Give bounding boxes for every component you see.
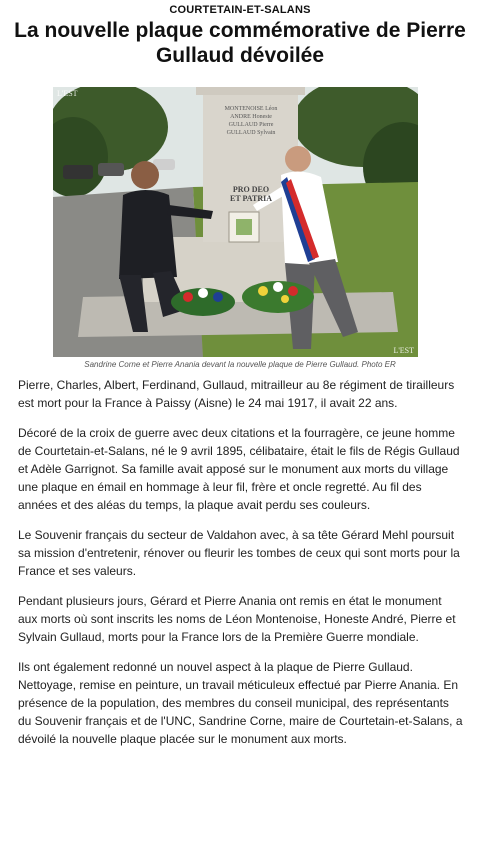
photo-watermark-top: L'EST [57,89,78,98]
monument-name: ANDRE Honeste [230,114,272,120]
article-paragraph: Décoré de la croix de guerre avec deux citations et la fourragère, ce jeune homme de Courtetain-et-Salans, né le 9 avril 1895, célibataire, était le fils de Régis Gullaud et Adèle Garrignot. Sa famille avait apposé sur le monument aux morts du village une plaque en émail en hommage à leur fil, frère et oncle regretté. Au fil des années et des aléas du temps, la plaque avait perdu ses couleurs. [18,426,460,512]
monument-motto [210,185,292,203]
article-headline: La nouvelle plaque commémorative de Pierre Gullaud dévoilée [14,19,466,67]
monument-inscription [210,105,292,137]
article-paragraph: Pierre, Charles, Albert, Ferdinand, Gullaud, mitrailleur au 8e régiment de tirailleurs est mort pour la France à Paissy (Aisne) le 24 mai 1917, il avait 22 ans. [18,378,455,410]
photo-watermark-bottom: L'EST [393,346,414,355]
article-paragraph: Ils ont également redonné un nouvel aspect à la plaque de Pierre Gullaud. Nettoyage, remise en peinture, un travail méticuleux effectué par Pierre Anania. En présence de la population, des membres du conseil municipal, des représentants du Souvenir français et de l'UNC, Sandrine Corne, maire de Courtetain-et-Salans, a dévoilé la nouvelle plaque placée sur le monument aux morts. [18,660,463,746]
article-body [18,376,464,760]
article-kicker: COURTETAIN-ET-SALANS [169,4,311,16]
monument-motto-line: ET PATRIA [229,194,272,203]
monument-name: MONTENOISE Léon [224,106,278,112]
monument-name: GULLAUD Pierre [228,122,274,128]
photo-caption: Sandrine Corne et Pierre Anania devant la nouvelle plaque de Pierre Gullaud. Photo ER [84,360,396,369]
article-photo [53,87,418,357]
article-paragraph: Pendant plusieurs jours, Gérard et Pierre Anania ont remis en état le monument aux morts où sont inscrits les noms de Léon Montenoise, Honeste André, Pierre et Sylvain Gullaud, morts pour la France lors de la Première Guerre mondiale. [18,594,456,644]
monument-name: GULLAUD Sylvain [226,130,276,136]
monument-motto-line: PRO DEO [232,185,270,194]
article-paragraph: Le Souvenir français du secteur de Valdahon avec, à sa tête Gérard Mehl poursuit sa mission d'entretenir, rénover ou fleurir les tombes de ceux qui sont morts pour la France et ses valeurs. [18,528,460,578]
